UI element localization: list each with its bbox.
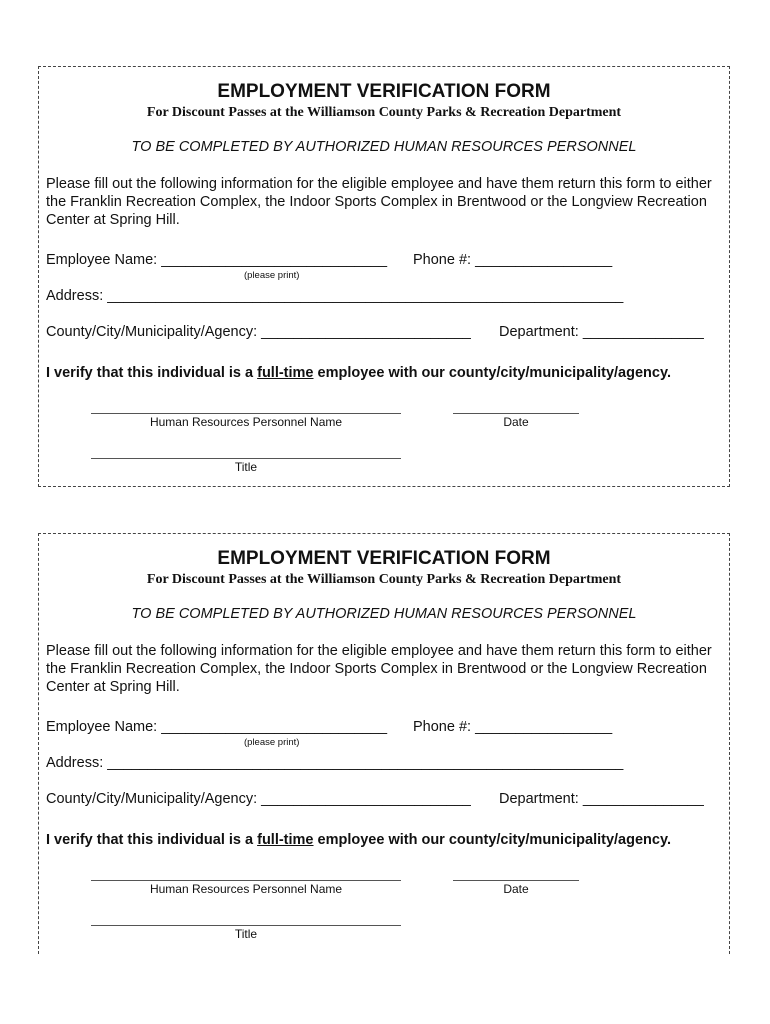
- verification-form-2: [38, 533, 730, 954]
- employee-name-field[interactable]: Employee Name: ____________________________: [46, 719, 388, 735]
- please-print-hint: (please print): [244, 270, 300, 281]
- verify-emphasis: full-time: [257, 365, 314, 381]
- please-print-hint: (please print): [244, 737, 300, 748]
- hr-name-caption: Human Resources Personnel Name: [149, 882, 343, 896]
- address-field[interactable]: Address: ________________________________________________________________: [46, 755, 624, 771]
- verify-emphasis: full-time: [257, 832, 314, 848]
- date-caption: Date: [503, 882, 529, 896]
- form-paragraph: Please fill out the following information for the eligible employee and have them return this form to either the Franklin Recreation Complex, the Indoor Sports Complex in Brentwood or the Longview Recreation Center at Spring Hill.: [46, 176, 712, 228]
- title-signature-line[interactable]: [91, 458, 401, 459]
- phone-field[interactable]: Phone #: _________________: [413, 252, 613, 268]
- form-subtitle: For Discount Passes at the Williamson County Parks & Recreation Department: [146, 572, 622, 587]
- agency-field[interactable]: County/City/Municipality/Agency: __________________________: [46, 791, 471, 807]
- hr-name-signature-line[interactable]: [91, 413, 401, 414]
- verify-suffix: employee with our county/city/municipality/agency.: [313, 365, 671, 381]
- agency-field[interactable]: County/City/Municipality/Agency: __________________________: [46, 324, 471, 340]
- verify-statement: [46, 365, 671, 381]
- verify-prefix: I verify that this individual is a: [46, 365, 258, 381]
- address-field[interactable]: Address: ________________________________________________________________: [46, 288, 624, 304]
- verify-statement: [46, 832, 671, 848]
- hr-name-caption: Human Resources Personnel Name: [149, 415, 343, 429]
- verification-form-1: [38, 66, 730, 487]
- form-title: EMPLOYMENT VERIFICATION FORM: [217, 81, 551, 102]
- form-subtitle: For Discount Passes at the Williamson County Parks & Recreation Department: [146, 105, 622, 120]
- department-field[interactable]: Department: _______________: [499, 324, 704, 340]
- employee-name-field[interactable]: Employee Name: ____________________________: [46, 252, 388, 268]
- form-paragraph: Please fill out the following information for the eligible employee and have them return this form to either the Franklin Recreation Complex, the Indoor Sports Complex in Brentwood or the Longview Recreation Center at Spring Hill.: [46, 643, 712, 695]
- title-signature-line[interactable]: [91, 925, 401, 926]
- phone-field[interactable]: Phone #: _________________: [413, 719, 613, 735]
- form-title: EMPLOYMENT VERIFICATION FORM: [217, 548, 551, 569]
- form-instruction: TO BE COMPLETED BY AUTHORIZED HUMAN RESOURCES PERSONNEL: [131, 606, 637, 622]
- hr-name-signature-line[interactable]: [91, 880, 401, 881]
- date-caption: Date: [503, 415, 529, 429]
- form-instruction: TO BE COMPLETED BY AUTHORIZED HUMAN RESOURCES PERSONNEL: [131, 139, 637, 155]
- verify-prefix: I verify that this individual is a: [46, 832, 258, 848]
- title-caption: Title: [234, 927, 258, 941]
- date-signature-line[interactable]: [453, 413, 579, 414]
- department-field[interactable]: Department: _______________: [499, 791, 704, 807]
- verify-suffix: employee with our county/city/municipality/agency.: [313, 832, 671, 848]
- title-caption: Title: [234, 460, 258, 474]
- date-signature-line[interactable]: [453, 880, 579, 881]
